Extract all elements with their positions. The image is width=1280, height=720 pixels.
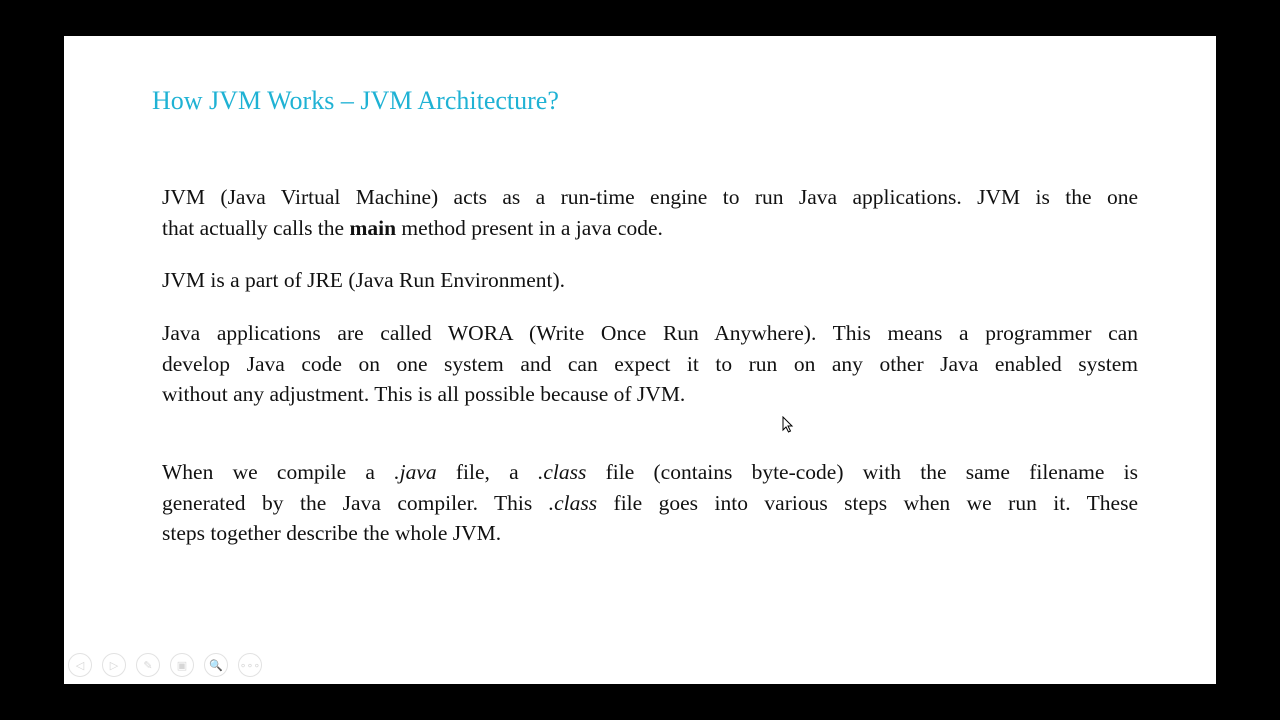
text-segment: develop Java code on one system and can expect it to run on any other Java enabled system (162, 351, 1138, 376)
text-line (162, 457, 1138, 488)
more-options-icon: ∘∘∘ (239, 658, 261, 672)
text-segment: generated by the Java compiler. This (162, 490, 549, 515)
pen-tool-icon: ✎ (143, 658, 153, 672)
text-segment: steps together describe the whole JVM. (162, 521, 502, 545)
text-line (162, 518, 1138, 549)
text-segment: JVM is a part of JRE (Java Run Environment). (162, 268, 566, 292)
text-segment: Java applications are called WORA (Write Once Run Anywhere). This means a programmer can (162, 321, 1138, 345)
text-line (162, 265, 1138, 296)
next-slide-button[interactable] (102, 653, 126, 677)
text-segment: .class (537, 460, 587, 484)
text-line (162, 488, 1138, 519)
text-segment: that actually calls the (162, 215, 350, 240)
previous-slide-button[interactable] (68, 653, 92, 677)
text-line (162, 213, 1138, 244)
text-segment: main (349, 215, 397, 240)
text-segment: JVM (Java Virtual Machine) acts as a run-time engine to run Java applications. JVM is the one (162, 185, 1138, 209)
pen-tool-button[interactable] (136, 653, 160, 677)
paragraph (162, 318, 1138, 410)
text-segment: When we compile a (162, 460, 395, 484)
paragraph (162, 457, 1138, 549)
zoom-icon: 🔍 (209, 658, 223, 672)
slideshow-controls (68, 653, 262, 677)
text-segment: .class (548, 490, 598, 515)
text-segment: without any adjustment. This is all possible because of JVM. (162, 382, 686, 406)
paragraph (162, 265, 1138, 296)
mouse-cursor-icon (782, 416, 794, 434)
text-segment: file, a (436, 460, 538, 484)
paragraph (162, 182, 1138, 243)
text-segment: file (contains byte-code) with the same filename is (586, 460, 1139, 484)
slide-title: How JVM Works – JVM Architecture? (152, 86, 559, 115)
text-line (162, 318, 1138, 349)
slide-sorter-icon: ▣ (176, 658, 188, 672)
slide-sorter-button[interactable] (170, 653, 194, 677)
previous-slide-icon: ◁ (75, 658, 85, 672)
text-segment: .java (394, 460, 437, 484)
more-options-button[interactable] (238, 653, 262, 677)
presentation-slide (64, 36, 1216, 684)
next-slide-icon: ▷ (109, 658, 119, 672)
text-segment: method present in a java code. (396, 215, 663, 240)
text-segment: file goes into various steps when we run it. These (597, 490, 1138, 515)
text-line (162, 349, 1138, 380)
zoom-button[interactable] (204, 653, 228, 677)
text-line (162, 182, 1138, 213)
text-line (162, 379, 1138, 410)
